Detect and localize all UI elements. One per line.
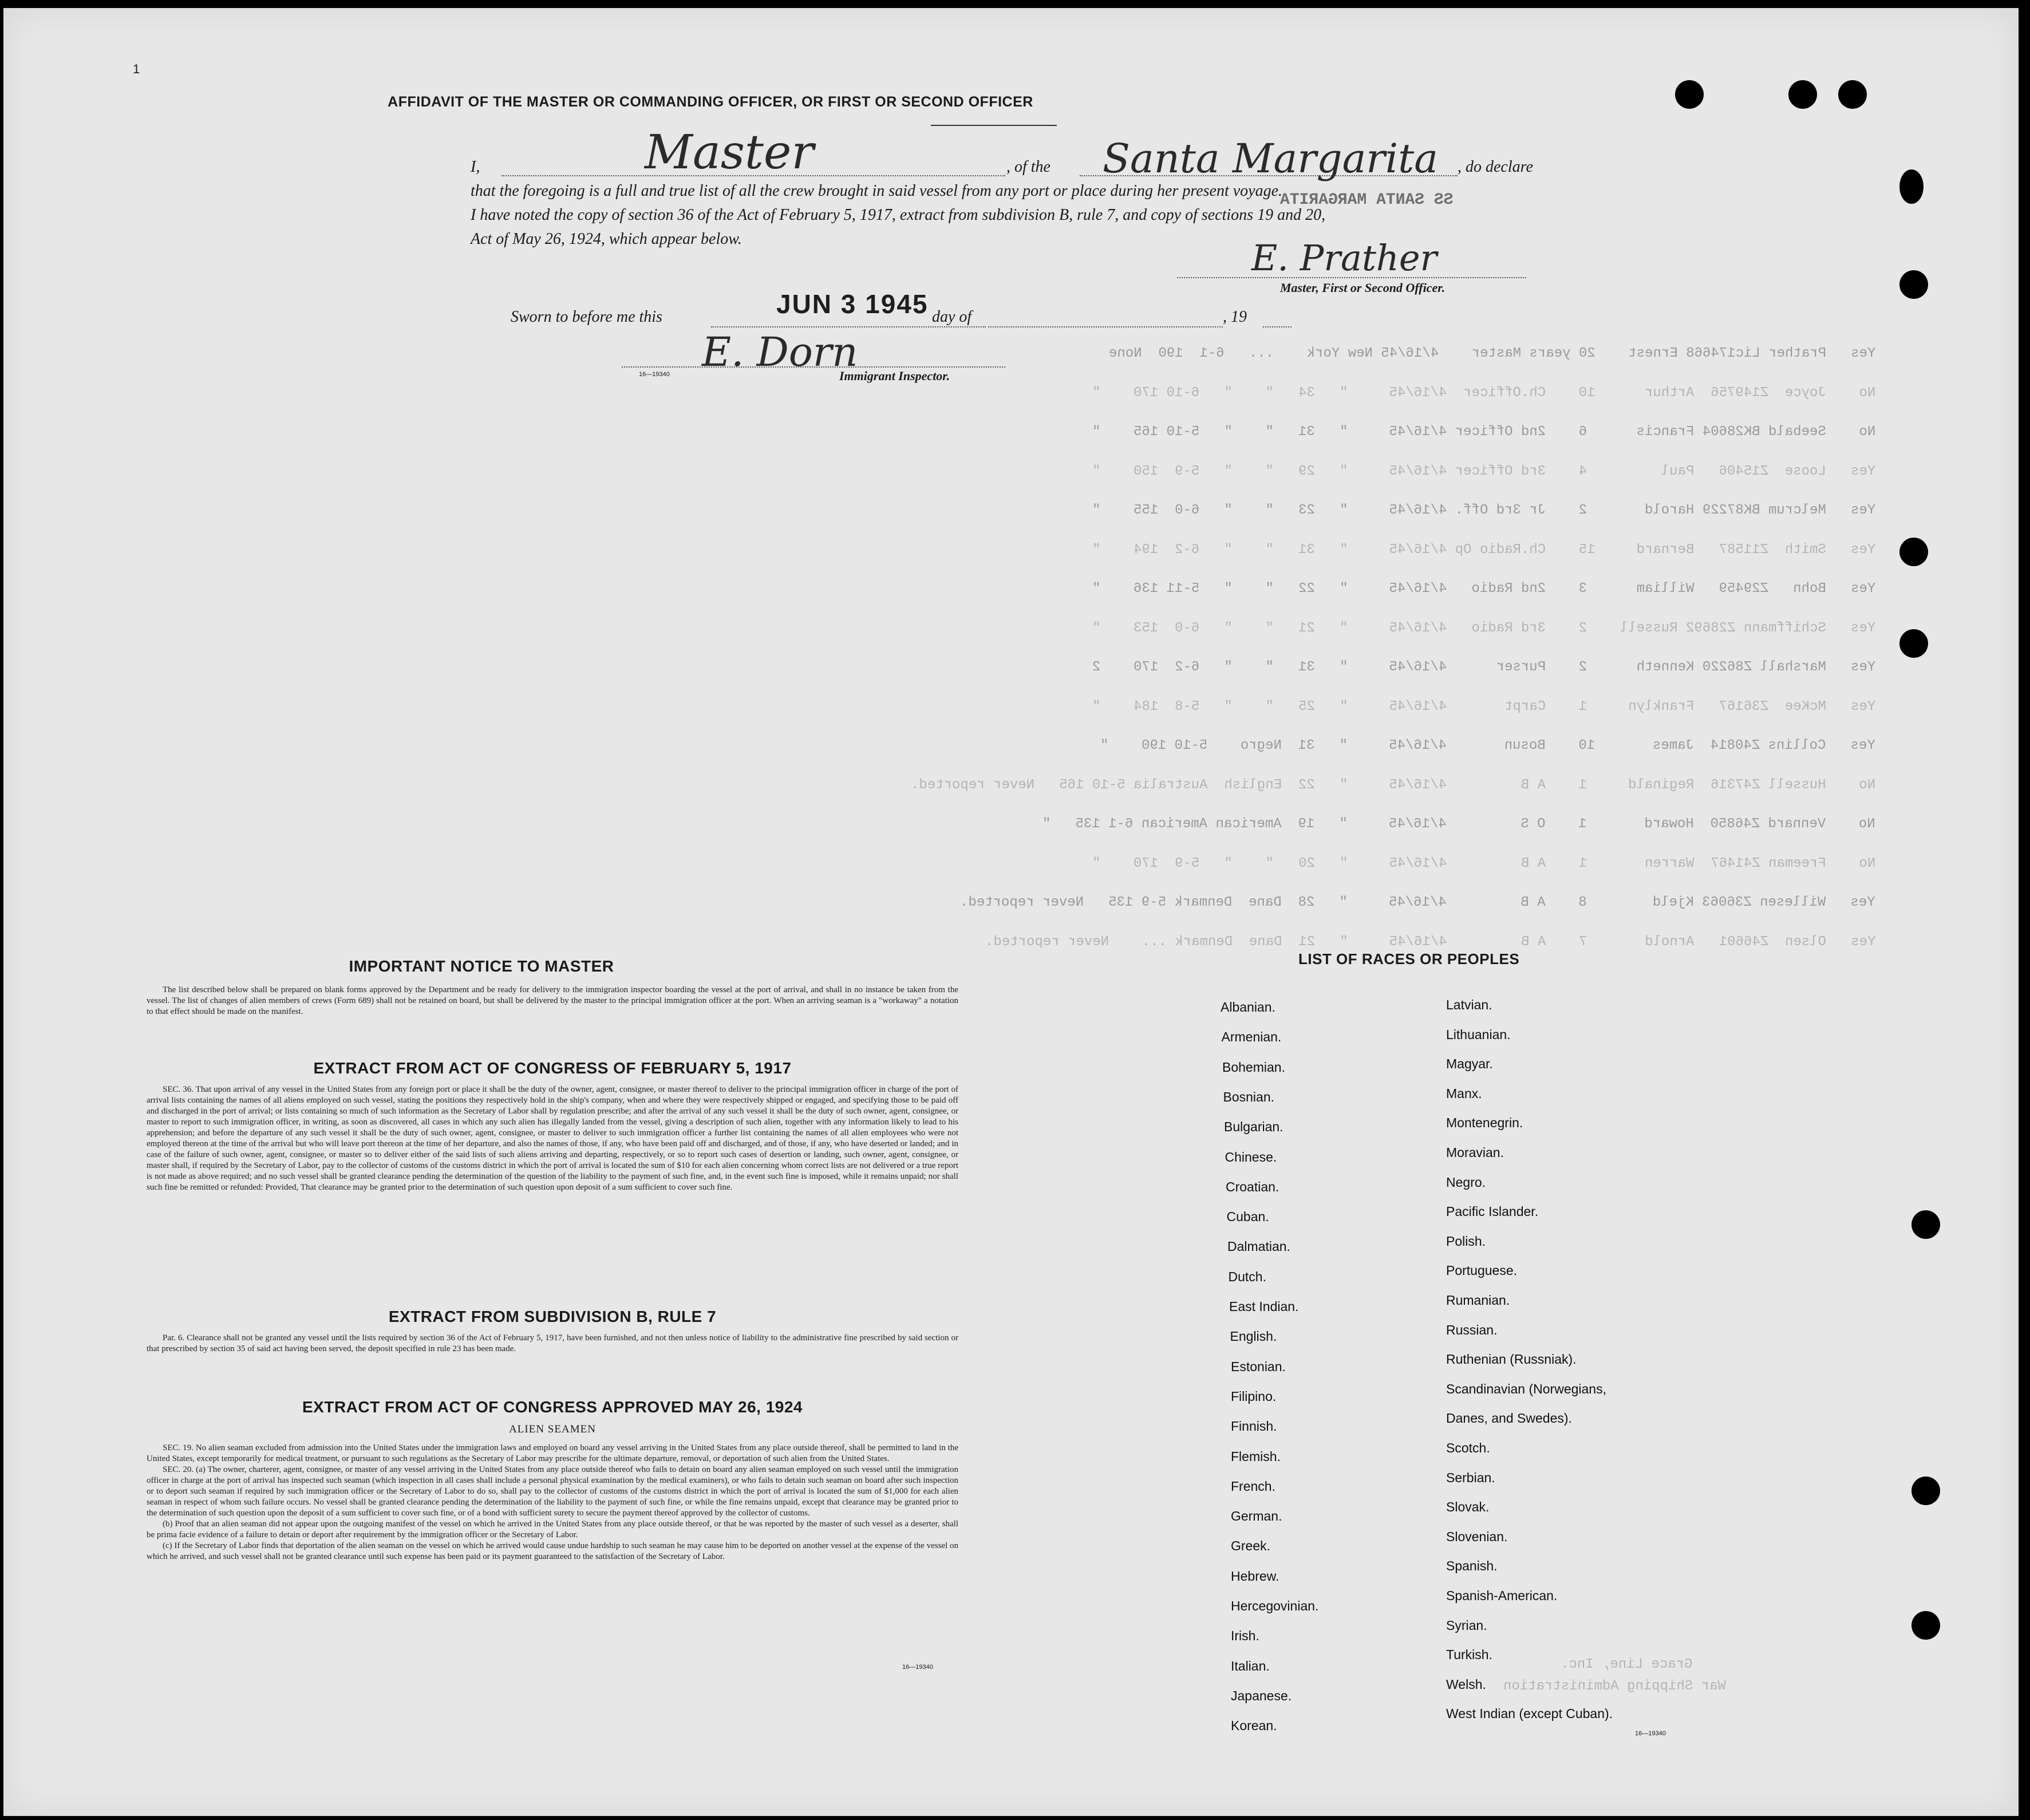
race-item: Hercegovinian. — [1231, 1598, 1319, 1613]
race-item: Albanian. — [1221, 1000, 1275, 1014]
title-rule — [931, 125, 1057, 126]
form-number: 16—19340 — [639, 371, 670, 378]
race-item: Ruthenian (Russniak). — [1446, 1352, 1577, 1367]
race-item: Serbian. — [1446, 1470, 1495, 1485]
race-item: Slovak. — [1446, 1499, 1490, 1515]
race-item: Finnish. — [1231, 1419, 1277, 1434]
race-item: Welsh. — [1446, 1676, 1486, 1692]
bleed-row: No Hussell Z47316 Reginald 1 A B 4/16/45 " 22 English Australia 5-10 165 Never reported. — [910, 777, 1875, 793]
extract-1924-heading: EXTRACT FROM ACT OF CONGRESS APPROVED MAY 26, 1924 — [302, 1398, 803, 1416]
signature-caption: Master, First or Second Officer. — [1280, 281, 1446, 295]
sec-20c-paragraph: (c) If the Secretary of Labor finds that deportation of the alien seaman on the vessel on which he arrived would cause undue hardship to such seaman he may cause him to be deported on another vessel at the expense of the vessel on which he arrived, and such vessel shall not be granted clearance until such expense has been paid or its payment guaranteed to the satisfaction of the Secretary of Labor. — [147, 1541, 958, 1561]
race-item: Lithuanian. — [1446, 1027, 1511, 1042]
bleed-footer-line: War Shipping Administration — [1503, 1679, 1726, 1694]
race-item: Danes, and Swedes). — [1446, 1411, 1572, 1426]
punch-hole — [1899, 538, 1928, 566]
race-item: Korean. — [1231, 1718, 1277, 1734]
extract-1917-text — [147, 1084, 958, 1193]
bleed-row: Yes Marshall Z86220 Kenneth 2 Purser 4/16/45 " 31 " " 6-2 170 2 — [1092, 660, 1875, 675]
race-item: Irish. — [1231, 1628, 1259, 1644]
bleed-footer-line: Grace Line, Inc. — [1561, 1657, 1693, 1672]
rule-7-heading: EXTRACT FROM SUBDIVISION B, RULE 7 — [388, 1308, 717, 1325]
bleed-row: Yes Schiffmann Z28692 Russell 2 3rd Radio 4/16/45 " 21 " " 6-0 153 " — [1092, 620, 1875, 636]
sworn-month-line — [988, 326, 1223, 327]
punch-hole — [1911, 1210, 1940, 1239]
notice-text — [147, 985, 958, 1017]
race-item: Portuguese. — [1446, 1263, 1518, 1278]
bleed-row: Yes Bohn Z29459 William 3 2nd Radio 4/16/45 " 22 " " 5-11 136 " — [1092, 581, 1875, 597]
bleed-row: Yes Melcrum BK87229 Harold 2 Jr 3rd Off. 4/16/45 " 23 " " 6-0 155 " — [1092, 503, 1875, 518]
race-item: Chinese. — [1225, 1149, 1277, 1164]
bleed-row: Yes Olsen Z46601 Arnold 7 A B 4/16/45 " 21 Dane Denmark ... Never reported. — [985, 934, 1875, 950]
extract-1924-text — [147, 1443, 958, 1562]
race-item: Scandinavian (Norwegians, — [1446, 1381, 1606, 1396]
punch-hole — [1911, 1611, 1940, 1640]
document-page — [3, 8, 2019, 1816]
bleed-vessel-header: SS SANTA MARGARITA — [1280, 191, 1454, 209]
affidavit-i: I, — [471, 158, 480, 176]
bleed-row: No Freeman Z41467 Warren 1 A B 4/16/45 " 20 " " 5-9 170 " — [1092, 855, 1875, 871]
race-item: Scotch. — [1446, 1440, 1490, 1455]
alien-seamen-subheading: ALIEN SEAMEN — [509, 1423, 596, 1435]
affidavit-line-4: Act of May 26, 1924, which appear below. — [471, 230, 742, 248]
race-item: Bosnian. — [1223, 1089, 1275, 1104]
race-item: English. — [1230, 1329, 1277, 1344]
race-item: Armenian. — [1221, 1029, 1282, 1045]
race-item: Magyar. — [1446, 1056, 1493, 1072]
signature-line — [1177, 277, 1526, 278]
inspector-line — [622, 366, 1005, 368]
race-item: Cuban. — [1226, 1209, 1269, 1225]
race-item: East Indian. — [1229, 1299, 1299, 1314]
race-item: Negro. — [1446, 1174, 1486, 1190]
rule-7-text — [147, 1333, 958, 1355]
race-item: Turkish. — [1446, 1647, 1492, 1663]
bleed-row: Yes Smith Z11587 Bernard 15 Ch.Radio Op 4/16/45 " 31 " " 6-2 194 " — [1092, 542, 1875, 558]
race-item: Dutch. — [1228, 1269, 1266, 1284]
race-item: Dalmatian. — [1227, 1239, 1290, 1254]
race-item: Moravian. — [1446, 1145, 1504, 1160]
punch-hole — [1899, 270, 1928, 299]
race-item: Syrian. — [1446, 1617, 1487, 1633]
races-heading: LIST OF RACES OR PEOPLES — [1298, 950, 1520, 968]
sec-19-paragraph: SEC. 19. No alien seaman excluded from admission into the United States under the immigration laws and employed on board any vessel arriving in the United States from any place outside thereof, shall be permitted to land in the United States, except temporarily for medical treatment, or pursuant to such regulations as the Secretary of Labor may prescribe for the ultimate departure, removal, or deportation of such alien from the United States. — [147, 1443, 958, 1463]
notice-paragraph: The list described below shall be prepared on blank forms approved by the Department and be ready for delivery to the immigration inspector boarding the vessel at the port of arrival, and shall in no instance be taken from the vessel. The list of changes of alien members of crews (Form 689) shall not be retained on board, but shall be delivered by the master to the principal immigration officer at the port. When an arriving seaman is a "workaway" a notation to that effect should be made on the manifest. — [147, 985, 958, 1016]
sworn-year: , 19 — [1223, 308, 1247, 326]
bleed-row: No Vennard Z46850 Howard 1 O S 4/16/45 " 19 American American 6-1 135 " — [1042, 816, 1875, 832]
race-item: Italian. — [1231, 1658, 1270, 1673]
master-handwritten: Master — [645, 125, 814, 180]
punch-hole — [1788, 80, 1817, 109]
sworn-day-line — [711, 326, 986, 327]
form-number: 16—19340 — [1635, 1730, 1666, 1737]
sec-20b-paragraph: (b) Proof that an alien seaman did not appear upon the outgoing manifest of the vessel on which he arrived in the United States from any place outside thereof, or that he was reported by the master of such vessel as a deserter, shall be prima facie evidence of a failure to detain or deport after requirement by the immigration officer or the Secretary of Labor. — [147, 1519, 958, 1539]
race-item: Bohemian. — [1222, 1059, 1285, 1075]
race-item: Russian. — [1446, 1322, 1498, 1337]
sec-36-paragraph: SEC. 36. That upon arrival of any vessel in the United States from any foreign port or place it shall be the duty of the owner, agent, consignee, or master thereof to deliver to the principal immigration officer in charge of the port of arrival lists containing the names of all aliens employed on such vessel, stating the positions they respectively hold in the ship's company, when and where they were respectively shipped or engaged, and specifying those to be paid off and discharged in the port of arrival; or lists containing so much of such information as the Secretary of Labor shall by regulation prescribe; and after the arrival of any such vessel it shall be the duty of such owner, agent, consignee, or master to report to such immigration officer, in writing, as soon as discovered, all cases in which any such alien has illegally landed from the vessel, giving a description of such alien, together with any information likely to lead to his apprehension; and before the departure of any such vessel it shall be the duty of such owner, agent, consignee, or master to deliver to such immigration officer a further list containing the names of all alien employees who were not employed thereon at the time of the arrival but who will leave port thereon at the time of her departure, and also the names of those, if any, who have been paid off and discharged, and of those, if any, who have deserted or landed; and in case of the failure of such owner, agent, consignee, or master so to deliver either of the said lists of such aliens arriving and departing, respectively, or so to report such cases of desertion or landing, such owner, agent, consignee, or master shall, if required by the Secretary of Labor, pay to the collector of customs of the customs district in which the port of arrival is located the sum of $10 for each alien concerning whom correct lists are not delivered or a true report is not made as above required; and no such vessel shall be granted clearance pending the determination of the question of the liability to the payment of such fine, and, in the event such fine is imposed, while it remains unpaid; nor shall such fine be remitted or refunded: Provided, That clearance may be granted prior to the determination of such question upon deposit of a sum sufficient to cover such fine. — [147, 1085, 958, 1192]
extract-1917-heading: EXTRACT FROM ACT OF CONGRESS OF FEBRUARY 5, 1917 — [313, 1059, 792, 1077]
affidavit-declare: , do declare — [1458, 158, 1533, 176]
affidavit-line-3: I have noted the copy of section 36 of the Act of February 5, 1917, extract from subdivision B, rule 7, and copy of sections 19 and 20, — [471, 206, 1326, 224]
inspector-signature: E. Dorn — [702, 329, 858, 376]
sec-20a-paragraph: SEC. 20. (a) The owner, charterer, agent, consignee, or master of any vessel arriving in the United States from any place outside thereof who fails to detain on board any alien seaman employed on such vessel until the immigration officer in charge at the port of arrival has inspected such seaman (which inspection in all cases shall include a personal physical examination by the medical examiners), or who fails to detain such seaman on board after such inspection or to deport such seaman if required by such immigration officer or the Secretary of Labor to do so, shall pay to the collector of customs of the customs district in which the port of arrival is located the sum of $1,000 for each alien seaman in respect of whom such failure occurs. No vessel shall be granted clearance pending the determination of the liability to the payment of such fine, or while the fine remains unpaid, except that clearance may be granted prior to the determination of such question upon the deposit of a sum sufficient to cover such fine, or of a bond with sufficient surety to secure the payment thereof approved by the collector of customs. — [147, 1465, 958, 1518]
race-item: Pacific Islander. — [1446, 1204, 1539, 1219]
race-item: Slovenian. — [1446, 1529, 1508, 1544]
bleed-row: Yes McKee Z36167 Franklyn 1 Carpt 4/16/45 " 25 " " 5-8 184 " — [1092, 698, 1875, 714]
race-item: Polish. — [1446, 1233, 1486, 1249]
punch-hole — [1899, 629, 1928, 658]
par-6-paragraph: Par. 6. Clearance shall not be granted any vessel until the lists required by section 36 of the Act of February 5, 1917, have been furnished, and not then unless notice of liability to the administrative fine prescribed by said section or that prescribed by section 35 of said act having been served, the deposit specified in rule 23 has been made. — [147, 1333, 958, 1353]
race-item: Bulgarian. — [1224, 1119, 1283, 1135]
race-item: Manx. — [1446, 1085, 1482, 1101]
race-item: Latvian. — [1446, 997, 1492, 1012]
vessel-handwritten: Santa Margarita — [1103, 135, 1439, 182]
date-stamp: JUN 3 1945 — [776, 289, 929, 319]
form-number: 16—19340 — [902, 1664, 933, 1671]
inspector-caption: Immigrant Inspector. — [839, 369, 950, 383]
race-item: Estonian. — [1231, 1359, 1286, 1374]
bleed-row: Yes Willesen Z36063 Kjeld 8 A B 4/16/45 " 28 Dane Denmark 5-9 135 Never reported. — [960, 895, 1875, 910]
race-item: Hebrew. — [1231, 1568, 1279, 1584]
bleed-row: No Seebald BK28604 Francis 6 2nd Officer 4/16/45 " 31 " " 5-10 165 " — [1092, 424, 1875, 440]
officer-signature: E. Prather — [1251, 237, 1437, 279]
race-item: Japanese. — [1231, 1688, 1292, 1703]
race-item: French. — [1231, 1478, 1275, 1494]
bleed-row: Yes Prather Lic174668 Ernest 20 years Master 4/16/45 New York ... 6-1 190 None — [1108, 346, 1875, 361]
race-item: Rumanian. — [1446, 1293, 1510, 1308]
affidavit-title: AFFIDAVIT OF THE MASTER OR COMMANDING OFFICER, OR FIRST OR SECOND OFFICER — [388, 94, 1033, 110]
race-item: Flemish. — [1231, 1448, 1281, 1464]
punch-hole — [1899, 169, 1924, 204]
sworn-prefix: Sworn to before me this — [511, 308, 662, 326]
race-item: Spanish-American. — [1446, 1588, 1558, 1603]
affidavit-line-2: that the foregoing is a full and true list of all the crew brought in said vessel from any port or place during her present voyage. — [471, 182, 1283, 200]
race-item: German. — [1231, 1509, 1282, 1524]
race-item: Spanish. — [1446, 1558, 1498, 1574]
affidavit-of-the: , of the — [1006, 158, 1050, 176]
punch-hole — [1838, 80, 1867, 109]
punch-hole — [1675, 80, 1704, 109]
bleed-row: Yes Collins Z40814 James 10 Bosun 4/16/45 " 31 Negro 5-10 190 " — [1100, 738, 1875, 753]
sworn-day-of: day of — [932, 308, 972, 326]
race-item: West Indian (except Cuban). — [1446, 1706, 1613, 1722]
page-number: 1 — [133, 62, 140, 76]
notice-heading: IMPORTANT NOTICE TO MASTER — [349, 957, 614, 975]
race-item: Croatian. — [1226, 1179, 1279, 1194]
race-item: Montenegrin. — [1446, 1115, 1523, 1131]
race-item: Filipino. — [1231, 1388, 1277, 1404]
bleed-row: No Joyce Z149756 Arthur 10 Ch.Officer 4/16/45 " 34 " " 6-10 170 " — [1092, 385, 1875, 401]
bleed-row: Yes Loose Z15406 Paul 4 3rd Officer 4/16/45 " 29 " " 5-9 150 " — [1092, 463, 1875, 479]
race-item: Greek. — [1231, 1538, 1271, 1554]
sworn-year-line — [1263, 326, 1292, 327]
punch-hole — [1911, 1476, 1940, 1505]
